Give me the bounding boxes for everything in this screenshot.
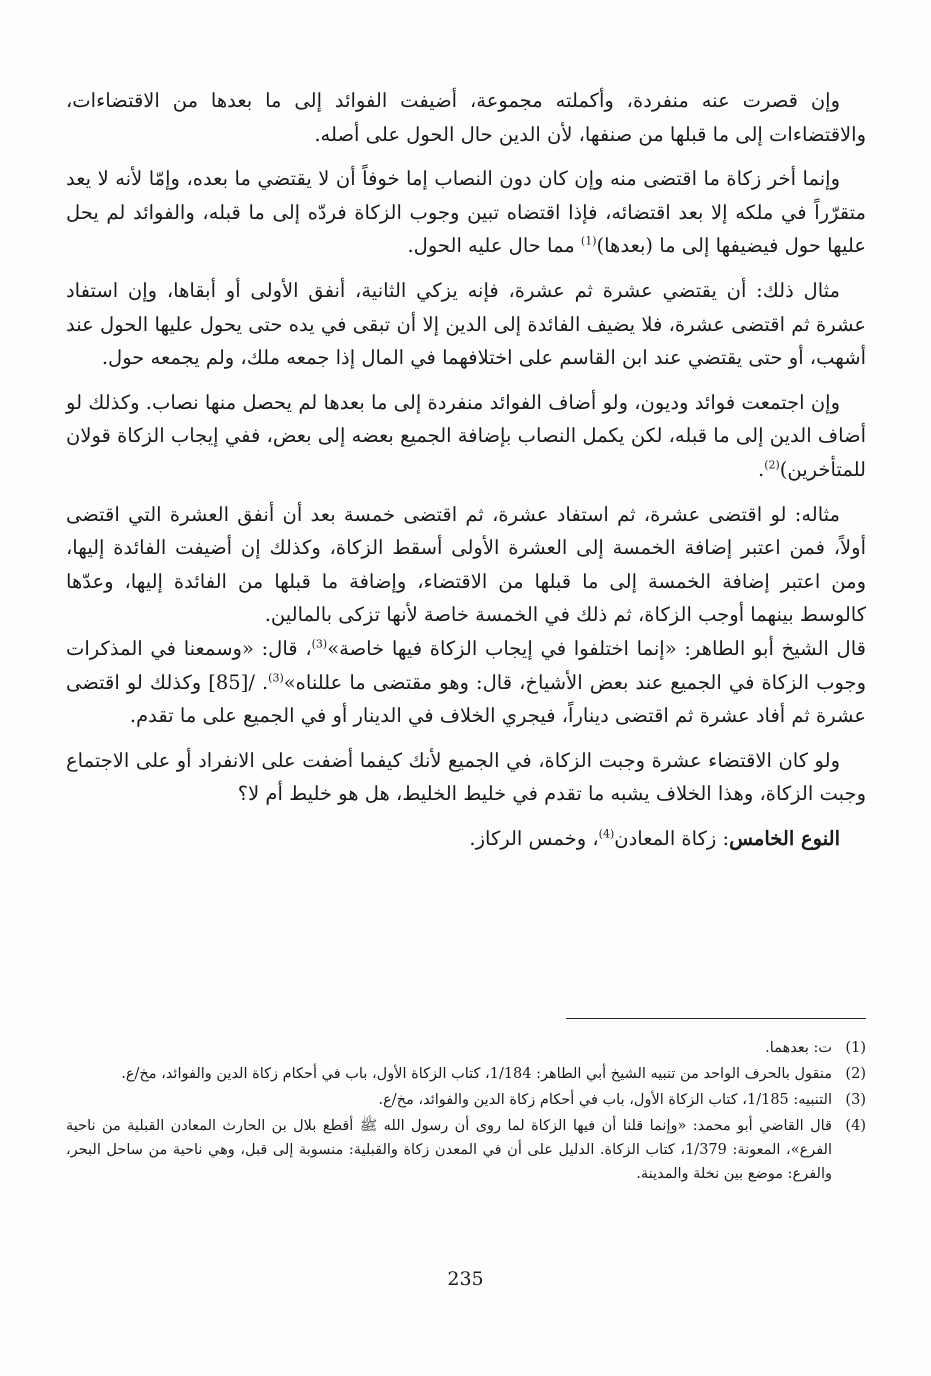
footnote-number: (2) bbox=[845, 1066, 866, 1082]
footnote-text: قال القاضي أبو محمد: «وإنما قلنا أن فيها الزكاة لما روى أن رسول الله ﷺ أقطع بلال بن الحارث المعادن القبلية من ناحية الفرع»، المعونة: 1/379، كتاب الزكاة. الدليل على أن في المعدن زكاة والقبلية: منسوبة إلى قبل، وهي ناحية من ساحل البحر، والفرع: موضع بين نخلة والمدينة. bbox=[66, 1118, 833, 1182]
footnote-number: (3) bbox=[845, 1092, 866, 1108]
footnote-number: (1) bbox=[845, 1040, 866, 1056]
footnote-separator bbox=[566, 1018, 866, 1019]
paragraph-7: ولو كان الاقتضاء عشرة وجبت الزكاة، في الجميع لأنك كيفما أضفت على الانفراد أو على الاجتماع وجبت الزكاة، وهذا الخلاف يشبه ما تقدم في خليط الخليط، هل هو خليط أم لا؟ bbox=[66, 748, 866, 806]
footnotes bbox=[66, 1036, 866, 1188]
paragraph-6 bbox=[66, 632, 866, 733]
main-text bbox=[66, 84, 866, 866]
quote-continued: ، قال: «وسمعنا في المذكرات وجوب الزكاة في الجميع عند بعض الأشياخ، قال: وهو مقتضى ما عللناه» bbox=[66, 636, 866, 694]
paragraph-2-text: وإنما أخر زكاة ما اقتضى منه وإن كان دون النصاب إما خوفاً أن لا يقتضي ما بعده، وإمّا لأنه لا يعد متقرّراً في ملكه إلا بعد اقتضائه، فإذا اقتضاه تبين وجوب الزكاة فردّه إلى ما قبله، والفوائد لم يحل عليها حول فيضيفها إلى ما (بعدها) bbox=[66, 167, 866, 258]
paragraph-2-tail: مما حال عليه الحول. bbox=[407, 234, 581, 258]
footnote-ref-3b[interactable]: (3) bbox=[268, 671, 284, 684]
page-number: 235 bbox=[447, 1268, 484, 1290]
footnote-4 bbox=[66, 1114, 866, 1186]
footnote-2 bbox=[66, 1062, 866, 1086]
footnote-1 bbox=[66, 1036, 866, 1060]
footnote-ref-2[interactable]: (2) bbox=[764, 458, 780, 472]
footnote-text: ت: بعدهما. bbox=[765, 1040, 832, 1056]
footnote-number: (4) bbox=[845, 1118, 866, 1134]
section-heading-subject: : زكاة المعادن bbox=[614, 826, 730, 850]
paragraph-6-tail: . /[85] وكذلك لو اقتضى عشرة ثم أفاد عشرة ثم اقتضى ديناراً، فيجري الخلاف في الدينار أو في الجميع على ما تقدم. bbox=[66, 670, 866, 728]
footnote-text: منقول بالحرف الواحد من تنبيه الشيخ أبي الطاهر: 1/184، كتاب الزكاة الأول، باب في أحكام زكاة الدين والفوائد، مخ/ع. bbox=[121, 1066, 832, 1082]
footnote-ref-4[interactable]: (4) bbox=[598, 827, 615, 841]
paragraph-4 bbox=[66, 386, 866, 487]
section-heading-line bbox=[66, 822, 866, 856]
paragraph-1: وإن قصرت عنه منفردة، وأكملته مجموعة، أضيفت الفوائد إلى ما بعدها من الاقتضاءات، والاقتضاءات إلى ما قبلها من صنفها، لأن الدين حال الحول على أصله. bbox=[66, 89, 866, 146]
footnote-text: التنبيه: 1/185، كتاب الزكاة الأول، باب في أحكام زكاة الدين والفوائد، مخ/ع. bbox=[378, 1092, 832, 1108]
footnote-ref-1[interactable]: (1) bbox=[580, 234, 597, 248]
footnote-3 bbox=[66, 1088, 866, 1112]
section-heading: النوع الخامس bbox=[729, 826, 840, 850]
paragraph-2 bbox=[66, 162, 866, 263]
paragraph-3: مثال ذلك: أن يقتضي عشرة ثم عشرة، فإنه يزكي الثانية، أنفق الأولى أو أبقاها، وإن استفاد عشرة ثم اقتضى عشرة، فلا يضيف الفائدة إلى الدين إلا أن تبقى في يده حتى يحول عليها الحول عند أشهب، أو حتى يقتضي عند ابن القاسم على اختلافهما في المال إذا جمعه ملك، ولم يجمعه حول. bbox=[66, 278, 866, 370]
paragraph-5: مثاله: لو اقتضى عشرة، ثم استفاد عشرة، ثم اقتضى خمسة بعد أن أنفق العشرة التي اقتضى أولاً، فمن اعتبر إضافة الخمسة إلى العشرة الأولى أسقط الزكاة، وكذلك إن أضيفت الفائدة إليها، ومن اعتبر إضافة الخمسة إلى ما قبلها من الاقتضاء، وإضافة ما قبلها من الفائدة إليها، وعدّها كالوسط بينهما أوجب الزكاة، ثم ذلك في الخمسة خاصة لأنها تزكى بالمالين. bbox=[66, 502, 866, 627]
quote-abu-altahir: قال الشيخ أبو الطاهر: «إنما اختلفوا في إيجاب الزكاة فيها خاصة» bbox=[327, 636, 866, 660]
footnote-ref-3a[interactable]: (3) bbox=[311, 637, 328, 651]
paragraph-4-text: وإن اجتمعت فوائد وديون، ولو أضاف الفوائد منفردة إلى ما بعدها لم يحصل منها نصاب. وكذلك لو أضاف الدين إلى ما قبله، لكن يكمل النصاب بإضافة الجميع بعضه إلى بعض، ففي إيجاب الزكاة قولان للمتأخرين) bbox=[66, 390, 866, 481]
paragraph-4-end: . bbox=[758, 457, 765, 481]
section-heading-tail: ، وخمس الركاز. bbox=[469, 826, 599, 850]
